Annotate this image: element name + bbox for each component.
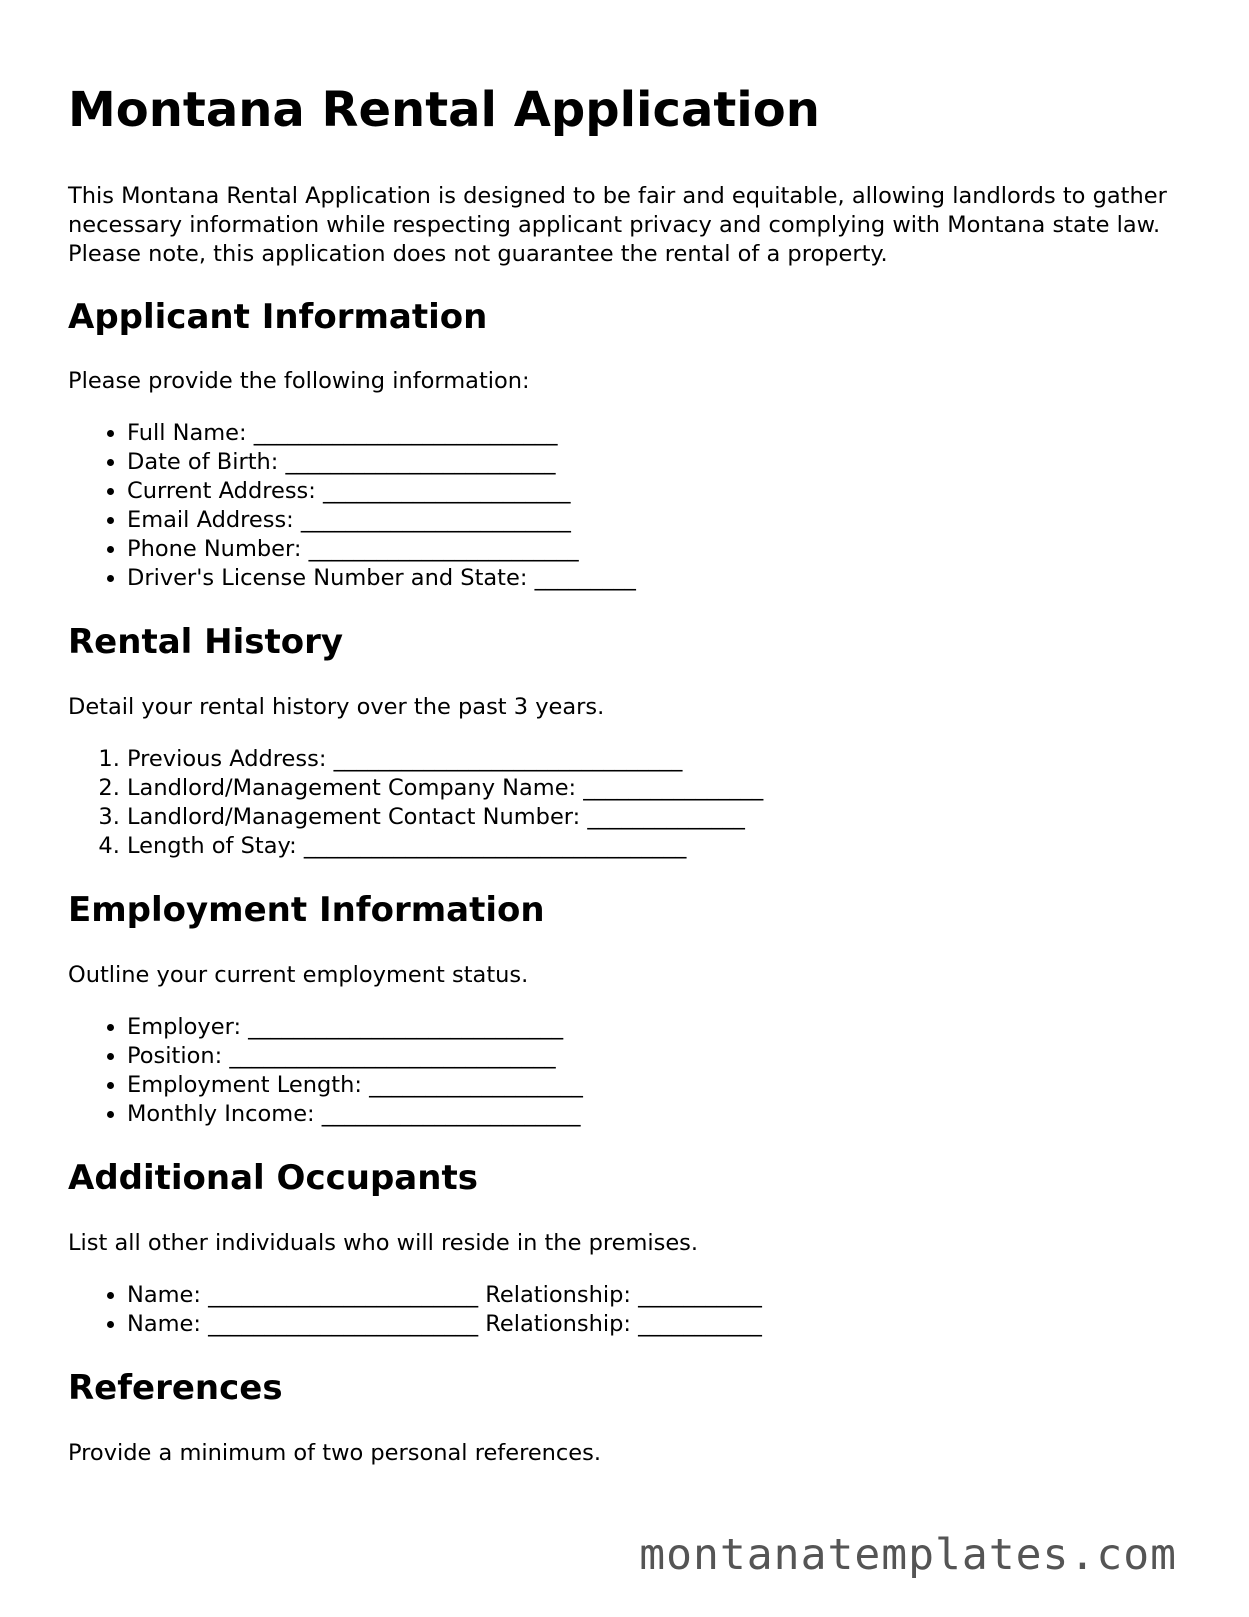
current-address-field: • Current Address: ______________________ xyxy=(127,477,1188,506)
phone-number-field: • Phone Number: ________________________ xyxy=(127,535,1188,564)
date-of-birth-field: • Date of Birth: ________________________ xyxy=(127,448,1188,477)
employment-information-section xyxy=(68,890,1188,1129)
additional-occupants-list xyxy=(68,1281,1188,1339)
employment-information-list xyxy=(68,1013,1188,1129)
references-heading: References xyxy=(68,1367,283,1408)
position-field: • Position: _____________________________ xyxy=(127,1042,1188,1071)
employment-length-field: • Employment Length: ___________________ xyxy=(127,1071,1188,1100)
applicant-information-section xyxy=(68,297,1188,594)
watermark: montanatemplates.com xyxy=(639,1530,1177,1580)
rental-history-instruction: Detail your rental history over the past 3 years. xyxy=(68,694,605,721)
email-address-field: • Email Address: ________________________ xyxy=(127,506,1188,535)
additional-occupants-section xyxy=(68,1158,1188,1339)
document-page xyxy=(68,82,1188,1498)
intro-paragraph: This Montana Rental Application is designed to be fair and equitable, allowing landlords to gather necessary information while respecting applicant privacy and complying with Montana state law. Please note, this application does not guarantee the rental of a property. xyxy=(68,182,1167,267)
rental-history-section xyxy=(68,622,1188,861)
applicant-information-instruction: Please provide the following information: xyxy=(68,368,530,395)
applicant-information-heading: Applicant Information xyxy=(68,296,488,337)
previous-address-field: 1. Previous Address: _______________________________ xyxy=(127,745,1188,774)
rental-history-heading: Rental History xyxy=(68,622,344,663)
page-title: Montana Rental Application xyxy=(68,82,820,138)
full-name-field: • Full Name: ___________________________ xyxy=(127,419,1188,448)
landlord-company-name-field: 2. Landlord/Management Company Name: ________________ xyxy=(127,774,1188,803)
references-section xyxy=(68,1368,1188,1468)
applicant-information-list xyxy=(68,419,1188,593)
additional-occupants-heading: Additional Occupants xyxy=(68,1157,478,1198)
landlord-contact-number-field: 3. Landlord/Management Contact Number: ______________ xyxy=(127,803,1188,832)
employment-information-heading: Employment Information xyxy=(68,890,545,931)
monthly-income-field: • Monthly Income: _______________________ xyxy=(127,1100,1188,1129)
length-of-stay-field: 4. Length of Stay: __________________________________ xyxy=(127,832,1188,861)
occupant-name-relationship-field: • Name: ________________________ Relationship: ___________ xyxy=(127,1281,1188,1310)
additional-occupants-instruction: List all other individuals who will reside in the premises. xyxy=(68,1229,699,1256)
rental-history-list xyxy=(68,745,1188,861)
employer-field: • Employer: ____________________________ xyxy=(127,1013,1188,1042)
employment-information-instruction: Outline your current employment status. xyxy=(68,961,529,988)
drivers-license-field: • Driver's License Number and State: _________ xyxy=(127,564,1188,593)
occupant-name-relationship-field: • Name: ________________________ Relationship: ___________ xyxy=(127,1310,1188,1339)
references-instruction: Provide a minimum of two personal references. xyxy=(68,1439,602,1466)
